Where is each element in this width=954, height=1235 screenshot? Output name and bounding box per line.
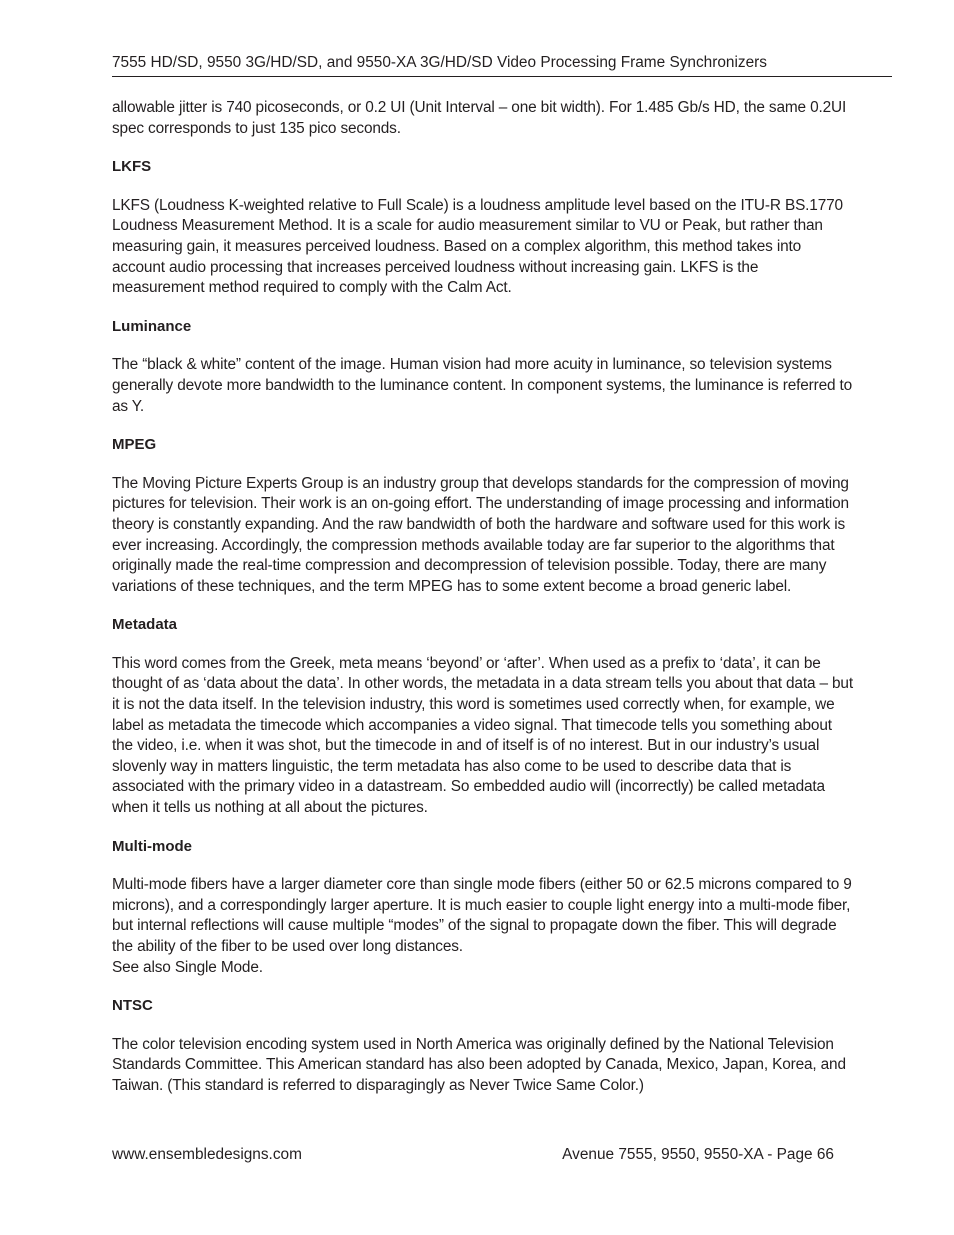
glossary-content [112, 98, 854, 1097]
definition-paragraph: Multi-mode fibers have a larger diameter core than single mode fibers (either 50 or 62.5 microns compared to 9 microns), and a correspondingly larger aperture. It is much easier to couple light energy into a multi-mode fiber, but internal reflections will cause multiple “modes” of the signal to propagate down the fiber. This will degrade the ability of the fiber to be used over long distances. [112, 876, 852, 955]
glossary-entry-ntsc [112, 996, 854, 1096]
definition-paragraph: The color television encoding system used in North America was originally defined by the National Television Standards Committee. This American standard has also been adopted by Canada, Mexico, Japan, Korea, and Taiwan. (This standard is referred to disparagingly as Never Twice Same Color.) [112, 1035, 846, 1094]
term-heading: MPEG [112, 436, 157, 454]
glossary-entry-mpeg [112, 435, 854, 597]
glossary-entry-luminance [112, 317, 854, 417]
definition-paragraph: The “black & white” content of the image. Human vision had more acuity in luminance, so television systems generally devote more bandwidth to the luminance content. In component systems, the luminance is referred to as Y. [112, 356, 853, 415]
glossary-entry-metadata [112, 615, 854, 818]
intro-paragraph: allowable jitter is 740 picoseconds, or 0.2 UI (Unit Interval – one bit width). For 1.485 Gb/s HD, the same 0.2UI spec corresponds to just 135 pico seconds. [112, 99, 847, 137]
footer-website: www.ensembledesigns.com [112, 1146, 302, 1163]
glossary-entry-lkfs [112, 157, 854, 299]
see-also-note: See also Single Mode. [112, 958, 263, 976]
page-footer [112, 1145, 834, 1165]
definition-paragraph: LKFS (Loudness K-weighted relative to Full Scale) is a loudness amplitude level based on the ITU-R BS.1770 Loudness Measurement Method. It is a scale for audio measurement similar to VU or Peak, but rather than measuring gain, it measures perceived loudness. Based on a complex algorithm, this method takes into account audio processing that increases perceived loudness without increasing gain. LKFS is the measurement method required to comply with the Calm Act. [112, 196, 843, 297]
term-heading: NTSC [112, 997, 153, 1015]
footer-page-number: Avenue 7555, 9550, 9550-XA - Page 66 [562, 1146, 834, 1163]
term-heading: Metadata [112, 616, 178, 634]
glossary-entry-multi-mode [112, 837, 854, 979]
definition-paragraph: The Moving Picture Experts Group is an industry group that develops standards for the compression of moving pictures for television. Their work is an on-going effort. The understanding of image processing and information theory is constantly expanding. And the raw bandwidth of both the hardware and software used for this work is ever increasing. Accordingly, the compression methods available today are far superior to the algorithms that originally made the real-time compression and decompression of television possible. Today, there are many variations of these techniques, and the term MPEG has to some extent become a broad generic label. [112, 474, 849, 595]
header-title: 7555 HD/SD, 9550 3G/HD/SD, and 9550-XA 3G/HD/SD Video Processing Frame Synchronizers [112, 54, 767, 71]
term-heading: LKFS [112, 158, 152, 176]
term-heading: Multi-mode [112, 837, 192, 855]
page-header [112, 53, 892, 77]
definition-paragraph: This word comes from the Greek, meta means ‘beyond’ or ‘after’. When used as a prefix to ‘data’, it can be thought of as ‘data about the data’. In other words, the metadata in a data stream tells you about that data – but it is not the data itself. In the television industry, this word is sometimes used correctly when, for example, we label as metadata the timecode which accompanies a video signal. That timecode tells you something about the video, i.e. when it was shot, but the timecode in and of itself is of no interest. But in our industry’s usual slovenly way in matters linguistic, the term metadata has also come to be used to describe data that is associated with the primary video in a datastream. So embedded audio will (incorrectly) be called metadata when it tells us nothing at all about the pictures. [112, 654, 853, 817]
term-heading: Luminance [112, 317, 192, 335]
